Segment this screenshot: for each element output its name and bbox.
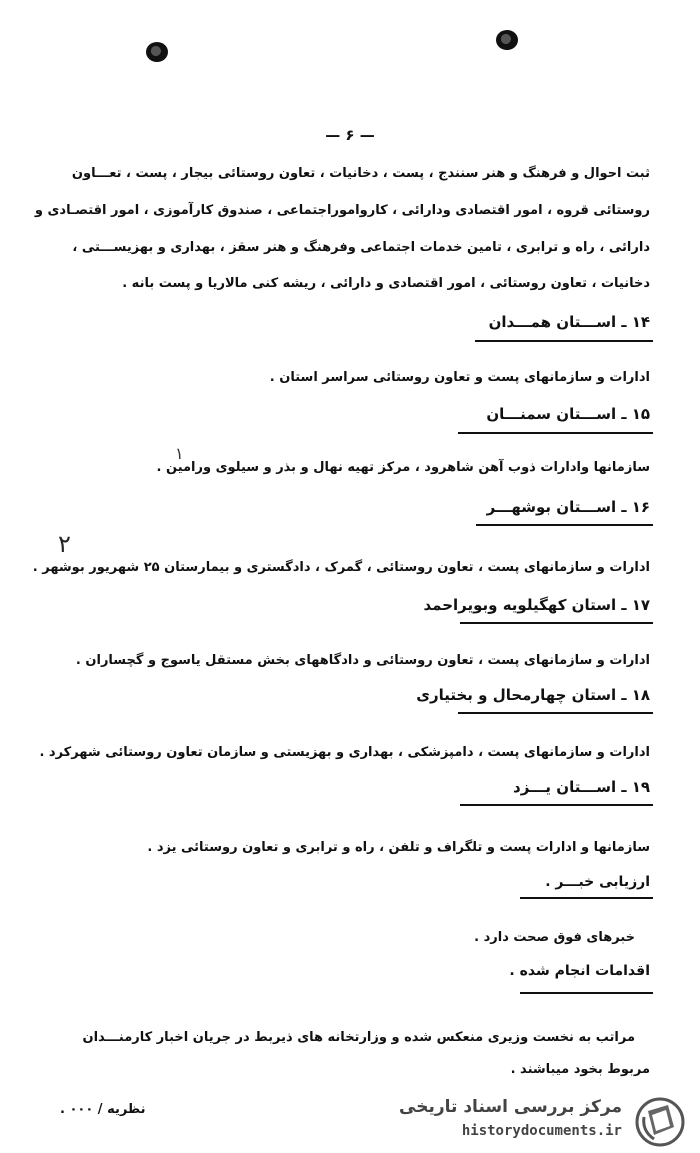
watermark-url: historydocuments.ir: [461, 1123, 622, 1139]
margin-mark: ۲: [58, 530, 71, 558]
heading-underline: [520, 897, 653, 899]
heading-underline: [520, 992, 653, 994]
heading-underline: [458, 712, 653, 714]
heading-underline: [460, 804, 653, 806]
heading-underline: [476, 524, 653, 526]
evaluation-text: خبرهای فوق صحت دارد .: [474, 930, 635, 945]
section-heading-17: ۱۷ ـ استان کهگیلویه وبویراحمد: [423, 596, 650, 614]
body-line: مربوط بخود میباشند .: [510, 1062, 650, 1077]
body-line: سازمانها وادارات ذوب آهن شاهرود ، مرکز تهیه نهال و بذر و سیلوی ورامین .: [156, 460, 650, 475]
body-line: ادارات و سازمانهای پست ، تعاون روستائی ، گمرک ، دادگستری و بیمارستان ۲۵ شهریور بوشهر .: [32, 560, 650, 575]
heading-underline: [475, 340, 653, 342]
page-number: — ۶ —: [325, 126, 375, 144]
punch-hole-left: [146, 42, 168, 62]
body-line: ادارات و سازمانهای پست ، دامپزشکی ، بهداری و بهزیستی و سازمان تعاون روستائی شهرکرد .: [39, 745, 650, 760]
watermark-title: مرکز بررسی اسناد تاریخی: [399, 1097, 622, 1117]
book-logo-icon: [634, 1097, 686, 1147]
section-heading-18: ۱۸ ـ استان چهارمحال و بختیاری: [416, 686, 650, 704]
section-heading-14: ۱۴ ـ اســـتان همـــدان: [488, 313, 650, 331]
heading-underline: [458, 432, 653, 434]
body-line: روستائی قروه ، امور اقتصادی ودارائی ، کارواموراجتماعی ، صندوق کارآموزی ، امور اقتصـادی و: [34, 203, 650, 218]
body-line: دارائی ، راه و ترابری ، تامین خدمات اجتماعی وفرهنگ و هنر سقز ، بهداری و بهزیســـتی ،: [72, 240, 650, 255]
section-heading-19: ۱۹ ـ اســـتان یـــزد: [513, 778, 650, 796]
actions-heading: اقدامات انجام شده .: [509, 963, 650, 979]
body-line: ادارات و سازمانهای پست ، تعاون روستائی و دادگاههای بخش مستقل یاسوج و گچساران .: [75, 653, 650, 668]
body-line: سازمانها و ادارات پست و تلگراف و تلفن ، راه و ترابری و تعاون روستائی یزد .: [147, 840, 650, 855]
evaluation-heading: ارزیابی خبـــر .: [545, 874, 650, 890]
body-line: دخانیات ، تعاون روستائی ، امور اقتصادی و دارائی ، ریشه کنی مالاریا و پست بانه .: [122, 276, 650, 291]
body-line: ثبت احوال و فرهنگ و هنر سنندج ، پست ، دخانیات ، تعاون روستائی بیجار ، پست ، تعـــاون: [71, 166, 650, 181]
body-line: مراتب به نخست وزیری منعکس شده و وزارتخانه های ذیربط در جریان اخبار کارمنـــدان: [82, 1030, 635, 1045]
section-heading-16: ۱۶ ـ اســـتان بوشهـــر: [486, 498, 650, 516]
watermark: [399, 1095, 690, 1150]
heading-underline: [460, 622, 653, 624]
footer-note: نظریه / ۰۰۰ .: [60, 1102, 146, 1117]
section-heading-15: ۱۵ ـ اســـتان سمنـــان: [486, 405, 650, 423]
body-line: ادارات و سازمانهای پست و تعاون روستائی سراسر استان .: [269, 370, 650, 385]
margin-mark: ۱: [175, 444, 184, 463]
punch-hole-right: [496, 30, 518, 50]
